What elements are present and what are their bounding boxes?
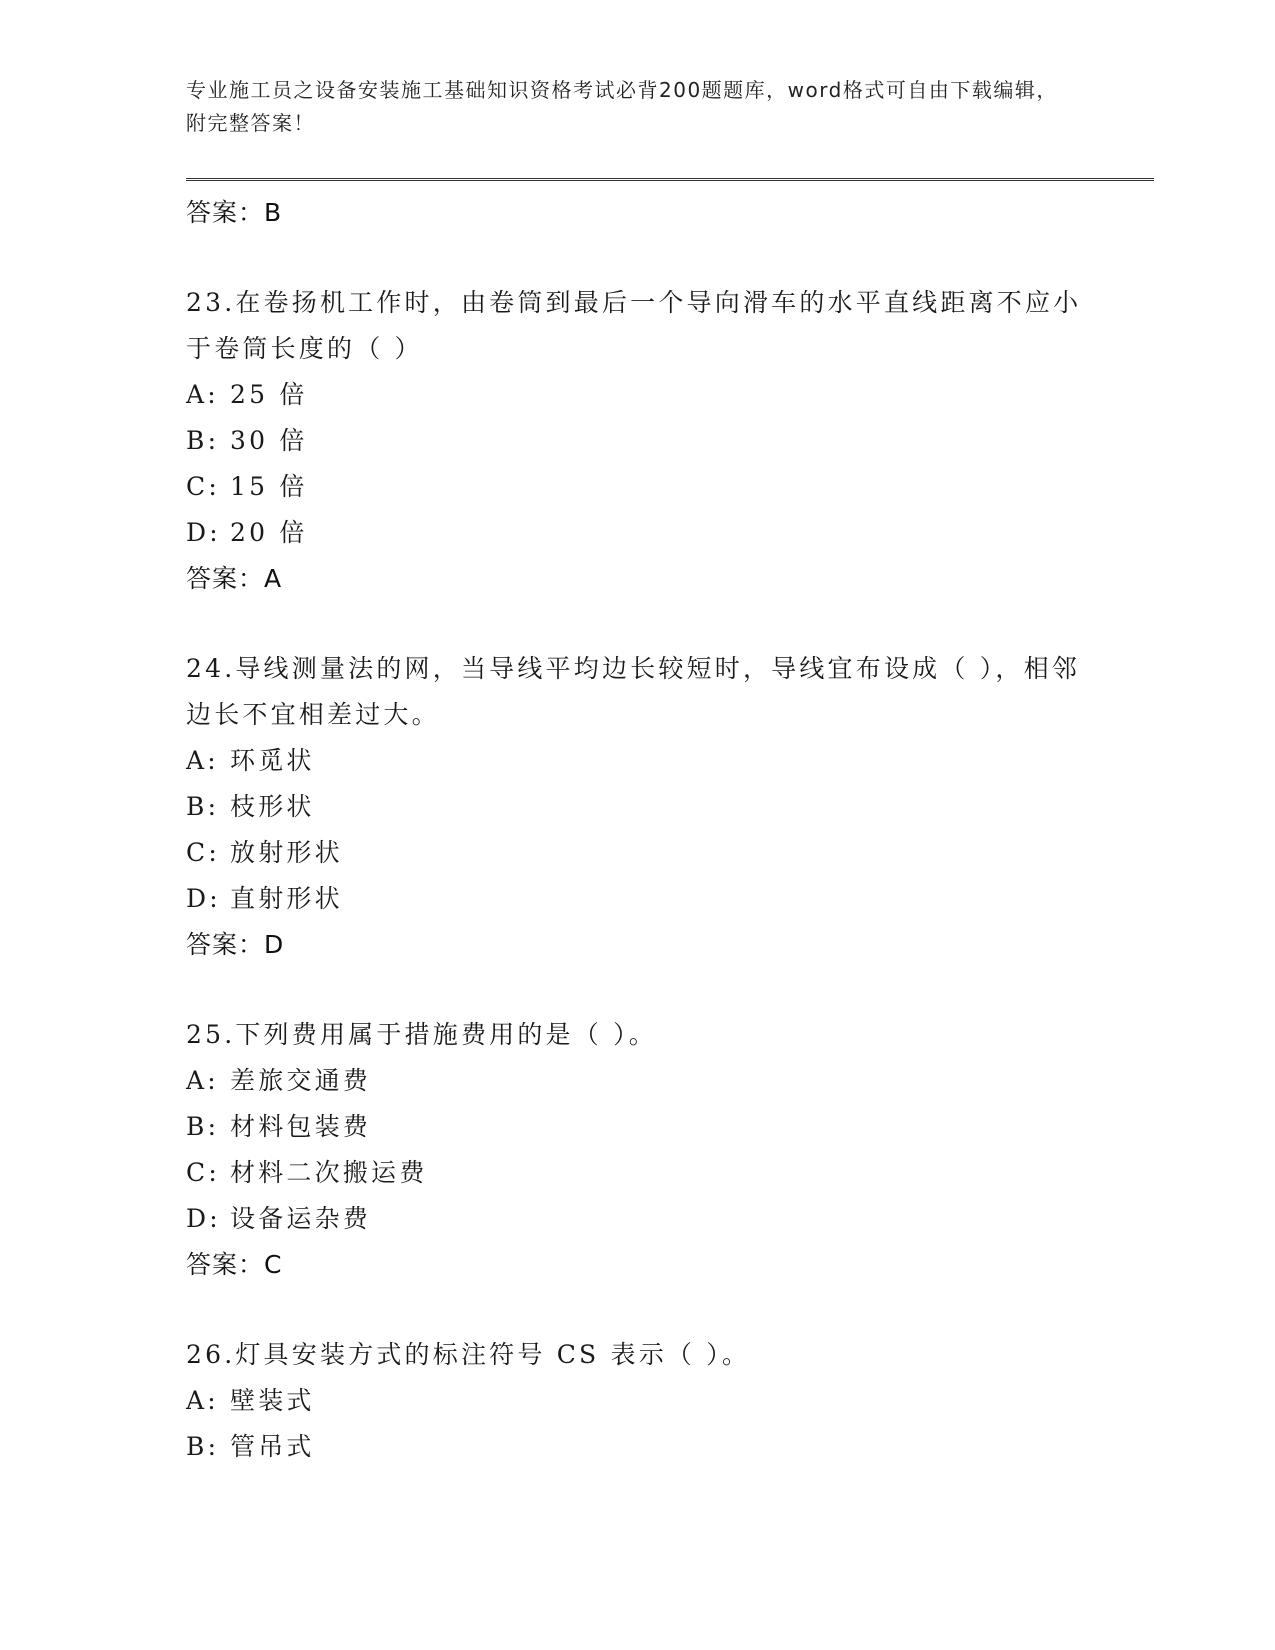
option-key: B: — [186, 1112, 220, 1141]
question-text-23: 23.在卷扬机工作时，由卷筒到最后一个导向滑车的水平直线距离不应小于卷筒长度的（ ） — [186, 288, 1082, 363]
option-24-a — [186, 738, 1086, 784]
option-23-d — [186, 510, 1086, 556]
option-24-b — [186, 784, 1086, 830]
option-text: 壁装式 — [230, 1386, 315, 1415]
option-key: A: — [186, 746, 219, 775]
answer-22: 答案：B — [186, 198, 283, 227]
option-24-c — [186, 830, 1086, 876]
option-key: D: — [186, 1204, 221, 1233]
option-text: 环觅状 — [230, 746, 315, 775]
option-text: 20 倍 — [230, 518, 308, 547]
option-text: 直射形状 — [230, 884, 343, 913]
question-text-26: 26.灯具安装方式的标注符号 CS 表示（ ）。 — [186, 1340, 751, 1369]
answer-23: 答案：A — [186, 564, 283, 593]
question-block-26 — [186, 1332, 1086, 1470]
question-text-24: 24.导线测量法的网，当导线平均边长较短时，导线宜布设成（ ），相邻边长不宜相差过大。 — [186, 654, 1081, 729]
option-key: B: — [186, 1432, 220, 1461]
option-key: C: — [186, 1158, 220, 1187]
option-23-b — [186, 418, 1086, 464]
option-text: 放射形状 — [230, 838, 343, 867]
option-key: B: — [186, 426, 220, 455]
question-block-23 — [186, 280, 1086, 602]
option-key: B: — [186, 792, 220, 821]
question-block-24 — [186, 646, 1086, 968]
option-26-a — [186, 1378, 1086, 1424]
option-text: 材料包装费 — [230, 1112, 372, 1141]
page-header: 专业施工员之设备安装施工基础知识资格考试必背200题题库，word格式可自由下载编辑，附完整答案！ — [186, 78, 1058, 135]
option-23-a — [186, 372, 1086, 418]
option-key: A: — [186, 1386, 219, 1415]
option-26-b — [186, 1424, 1086, 1470]
question-text-25: 25.下列费用属于措施费用的是（ ）。 — [186, 1020, 658, 1049]
option-key: C: — [186, 472, 220, 501]
answer-24: 答案：D — [186, 930, 285, 959]
answer-25: 答案：C — [186, 1250, 283, 1279]
option-23-c — [186, 464, 1086, 510]
option-text: 30 倍 — [230, 426, 308, 455]
option-key: A: — [186, 1066, 219, 1095]
question-list — [186, 190, 1086, 1470]
option-text: 15 倍 — [230, 472, 308, 501]
option-key: D: — [186, 884, 221, 913]
question-block-25 — [186, 1012, 1086, 1288]
option-25-b — [186, 1104, 1086, 1150]
option-24-d — [186, 876, 1086, 922]
option-key: C: — [186, 838, 220, 867]
option-25-c — [186, 1150, 1086, 1196]
option-text: 差旅交通费 — [230, 1066, 372, 1095]
option-25-a — [186, 1058, 1086, 1104]
option-25-d — [186, 1196, 1086, 1242]
option-text: 枝形状 — [230, 792, 315, 821]
header-divider — [186, 178, 1154, 181]
option-text: 材料二次搬运费 — [230, 1158, 428, 1187]
option-text: 25 倍 — [230, 380, 308, 409]
option-text: 设备运杂费 — [230, 1204, 372, 1233]
option-key: D: — [186, 518, 221, 547]
option-key: A: — [186, 380, 219, 409]
option-text: 管吊式 — [230, 1432, 315, 1461]
